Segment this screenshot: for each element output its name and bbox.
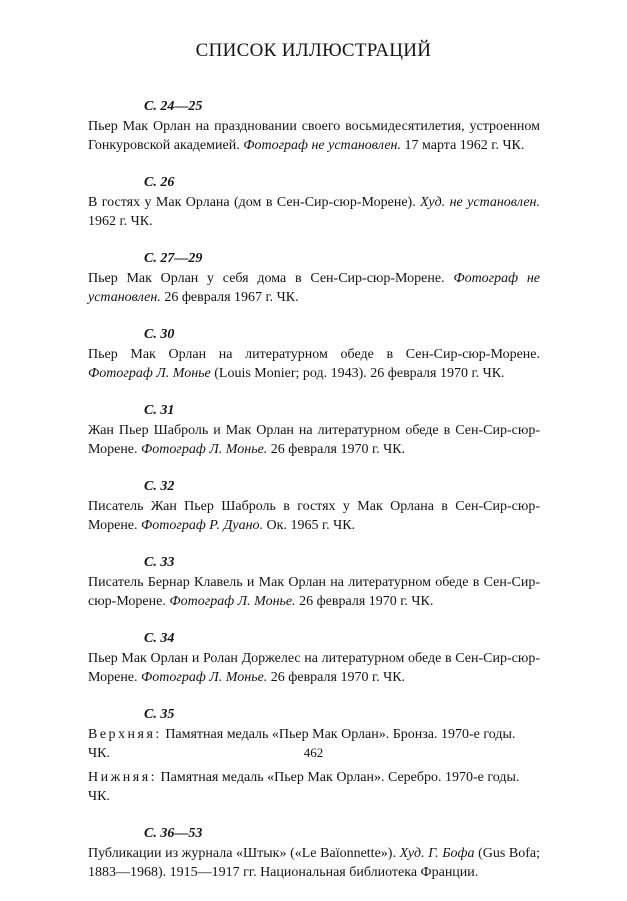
page-reference: С. 30: [144, 327, 175, 342]
entry-description: Пьер Мак Орлан на литературном обеде в Сен-Сир-сюр-Морене. Фотограф Л. Монье (Louis Monier; род. 1943). 26 февраля 1970 г. ЧК.: [88, 347, 540, 381]
page-reference: С. 27—29: [144, 251, 203, 266]
list-item: [88, 98, 540, 155]
page-number: 462: [303, 745, 324, 760]
page-reference: С. 24—25: [144, 99, 203, 114]
page-reference: С. 32: [144, 479, 175, 494]
entry-description: Жан Пьер Шаброль и Мак Орлан на литературном обеде в Сен-Сир-сюр-Морене. Фотограф Л. Монье. 26 февраля 1970 г. ЧК.: [88, 423, 540, 457]
entry-description: Пьер Мак Орлан на праздновании своего восьмидесятилетия, устроенном Гонкуровской академией. Фотограф не установлен. 17 марта 1962 г. ЧК.: [88, 119, 540, 153]
list-item: [88, 326, 540, 383]
entry-sub-upper: Верхняя: Памятная медаль «Пьер Мак Орлан». Бронза. 1970-е годы. ЧК.: [88, 727, 516, 761]
list-item: [88, 630, 540, 687]
page-reference: С. 33: [144, 555, 175, 570]
list-item: [88, 554, 540, 611]
illustration-list: [88, 98, 540, 901]
list-item: [88, 250, 540, 307]
page-reference: С. 34: [144, 631, 175, 646]
entry-description: Пьер Мак Орлан и Ролан Доржелес на литературном обеде в Сен-Сир-сюр-Морене. Фотограф Л. Монье. 26 февраля 1970 г. ЧК.: [88, 651, 540, 685]
page-reference: С. 31: [144, 403, 175, 418]
list-item: [88, 825, 540, 882]
page-reference: С. 36—53: [144, 826, 203, 841]
entry-description: В гостях у Мак Орлана (дом в Сен-Сир-сюр-Морене). Худ. не установлен. 1962 г. ЧК.: [88, 195, 540, 229]
entry-description: Пьер Мак Орлан у себя дома в Сен-Сир-сюр-Морене. Фотограф не установлен. 26 февраля 1967 г. ЧК.: [88, 271, 540, 305]
page-reference: С. 35: [144, 707, 175, 722]
list-item: [88, 478, 540, 535]
entry-sub-lower: Нижняя: Памятная медаль «Пьер Мак Орлан». Серебро. 1970-е годы. ЧК.: [88, 770, 520, 804]
entry-description: Писатель Бернар Клавель и Мак Орлан на литературном обеде в Сен-Сир-сюр-Морене. Фотограф Л. Монье. 26 февраля 1970 г. ЧК.: [88, 575, 540, 609]
page-reference: С. 26: [144, 175, 175, 190]
list-item: [88, 402, 540, 459]
entry-description: Публикации из журнала «Штык» («Le Baïonnette»). Худ. Г. Бофа (Gus Bofa; 1883—1968). 1915—1917 гг. Национальная библиотека Франции.: [88, 846, 541, 880]
page-title: СПИСОК ИЛЛЮСТРАЦИЙ: [195, 40, 432, 61]
entry-description: Писатель Жан Пьер Шаброль в гостях у Мак Орлана в Сен-Сир-сюр-Морене. Фотограф Р. Дуано. Ок. 1965 г. ЧК.: [88, 499, 540, 533]
list-item: [88, 174, 540, 231]
